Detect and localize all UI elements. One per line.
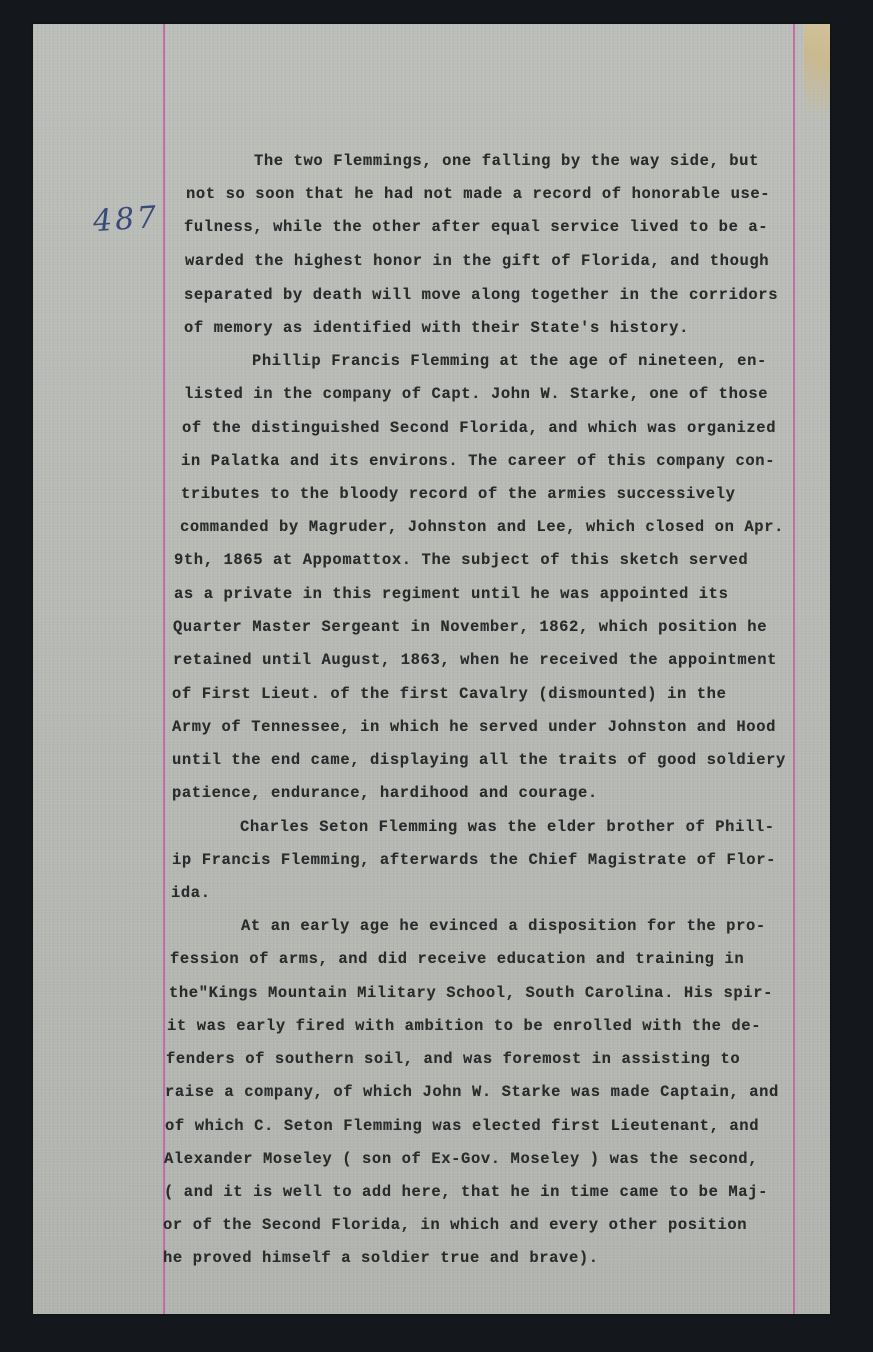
text-line: ip Francis Flemming, afterwards the Chief Magistrate of Flor-	[172, 851, 776, 869]
text-line: Charles Seton Flemming was the elder brother of Phill-	[240, 818, 775, 836]
text-line: 9th, 1865 at Appomattox. The subject of this sketch served	[174, 551, 749, 569]
text-line: tributes to the bloody record of the armies successively	[181, 485, 736, 503]
text-line: ida.	[171, 884, 211, 902]
text-line: separated by death will move along together in the corridors	[184, 286, 779, 304]
text-line: of First Lieut. of the first Cavalry (dismounted) in the	[172, 685, 727, 703]
text-line: or of the Second Florida, in which and every other position	[163, 1216, 748, 1234]
text-line: Quarter Master Sergeant in November, 1862, which position he	[173, 618, 768, 636]
text-line: The two Flemmings, one falling by the way side, but	[254, 152, 759, 170]
text-line: retained until August, 1863, when he received the appointment	[173, 651, 777, 669]
text-line: not so soon that he had not made a record of honorable use-	[186, 185, 771, 203]
text-line: patience, endurance, hardihood and courage.	[172, 784, 598, 802]
text-line: of which C. Seton Flemming was elected first Lieutenant, and	[165, 1117, 760, 1135]
text-line: fenders of southern soil, and was foremost in assisting to	[166, 1050, 741, 1068]
text-line: Alexander Moseley ( son of Ex-Gov. Moseley ) was the second,	[164, 1150, 759, 1168]
handwritten-page-number: 487	[91, 199, 161, 240]
text-line: fession of arms, and did receive education and training in	[170, 950, 745, 968]
text-line: listed in the company of Capt. John W. Starke, one of those	[184, 385, 769, 403]
text-line: he proved himself a soldier true and brave).	[163, 1249, 599, 1267]
text-line: At an early age he evinced a disposition for the pro-	[241, 917, 766, 935]
text-line: it was early fired with ambition to be enrolled with the de-	[167, 1017, 762, 1035]
text-line: of the distinguished Second Florida, and which was organized	[182, 419, 777, 437]
text-line: Army of Tennessee, in which he served under Johnston and Hood	[172, 718, 776, 736]
text-line: raise a company, of which John W. Starke was made Captain, and	[165, 1083, 779, 1101]
text-line: in Palatka and its environs. The career of this company con-	[181, 452, 776, 470]
right-margin-line	[793, 24, 795, 1314]
text-line: the"Kings Mountain Military School, South Carolina. His spir-	[169, 984, 773, 1002]
text-line: warded the highest honor in the gift of Florida, and though	[185, 252, 770, 270]
text-line: fulness, while the other after equal service lived to be a-	[184, 218, 769, 236]
text-line: ( and it is well to add here, that he in time came to be Maj-	[164, 1183, 768, 1201]
page-corner-stain	[804, 24, 830, 114]
text-line: as a private in this regiment until he was appointed its	[174, 585, 729, 603]
text-line: of memory as identified with their State's history.	[184, 319, 689, 337]
text-line: until the end came, displaying all the traits of good soldiery	[172, 751, 786, 769]
text-line: commanded by Magruder, Johnston and Lee, which closed on Apr.	[180, 518, 784, 536]
document-page	[33, 24, 830, 1314]
text-line: Phillip Francis Flemming at the age of nineteen, en-	[252, 352, 767, 370]
